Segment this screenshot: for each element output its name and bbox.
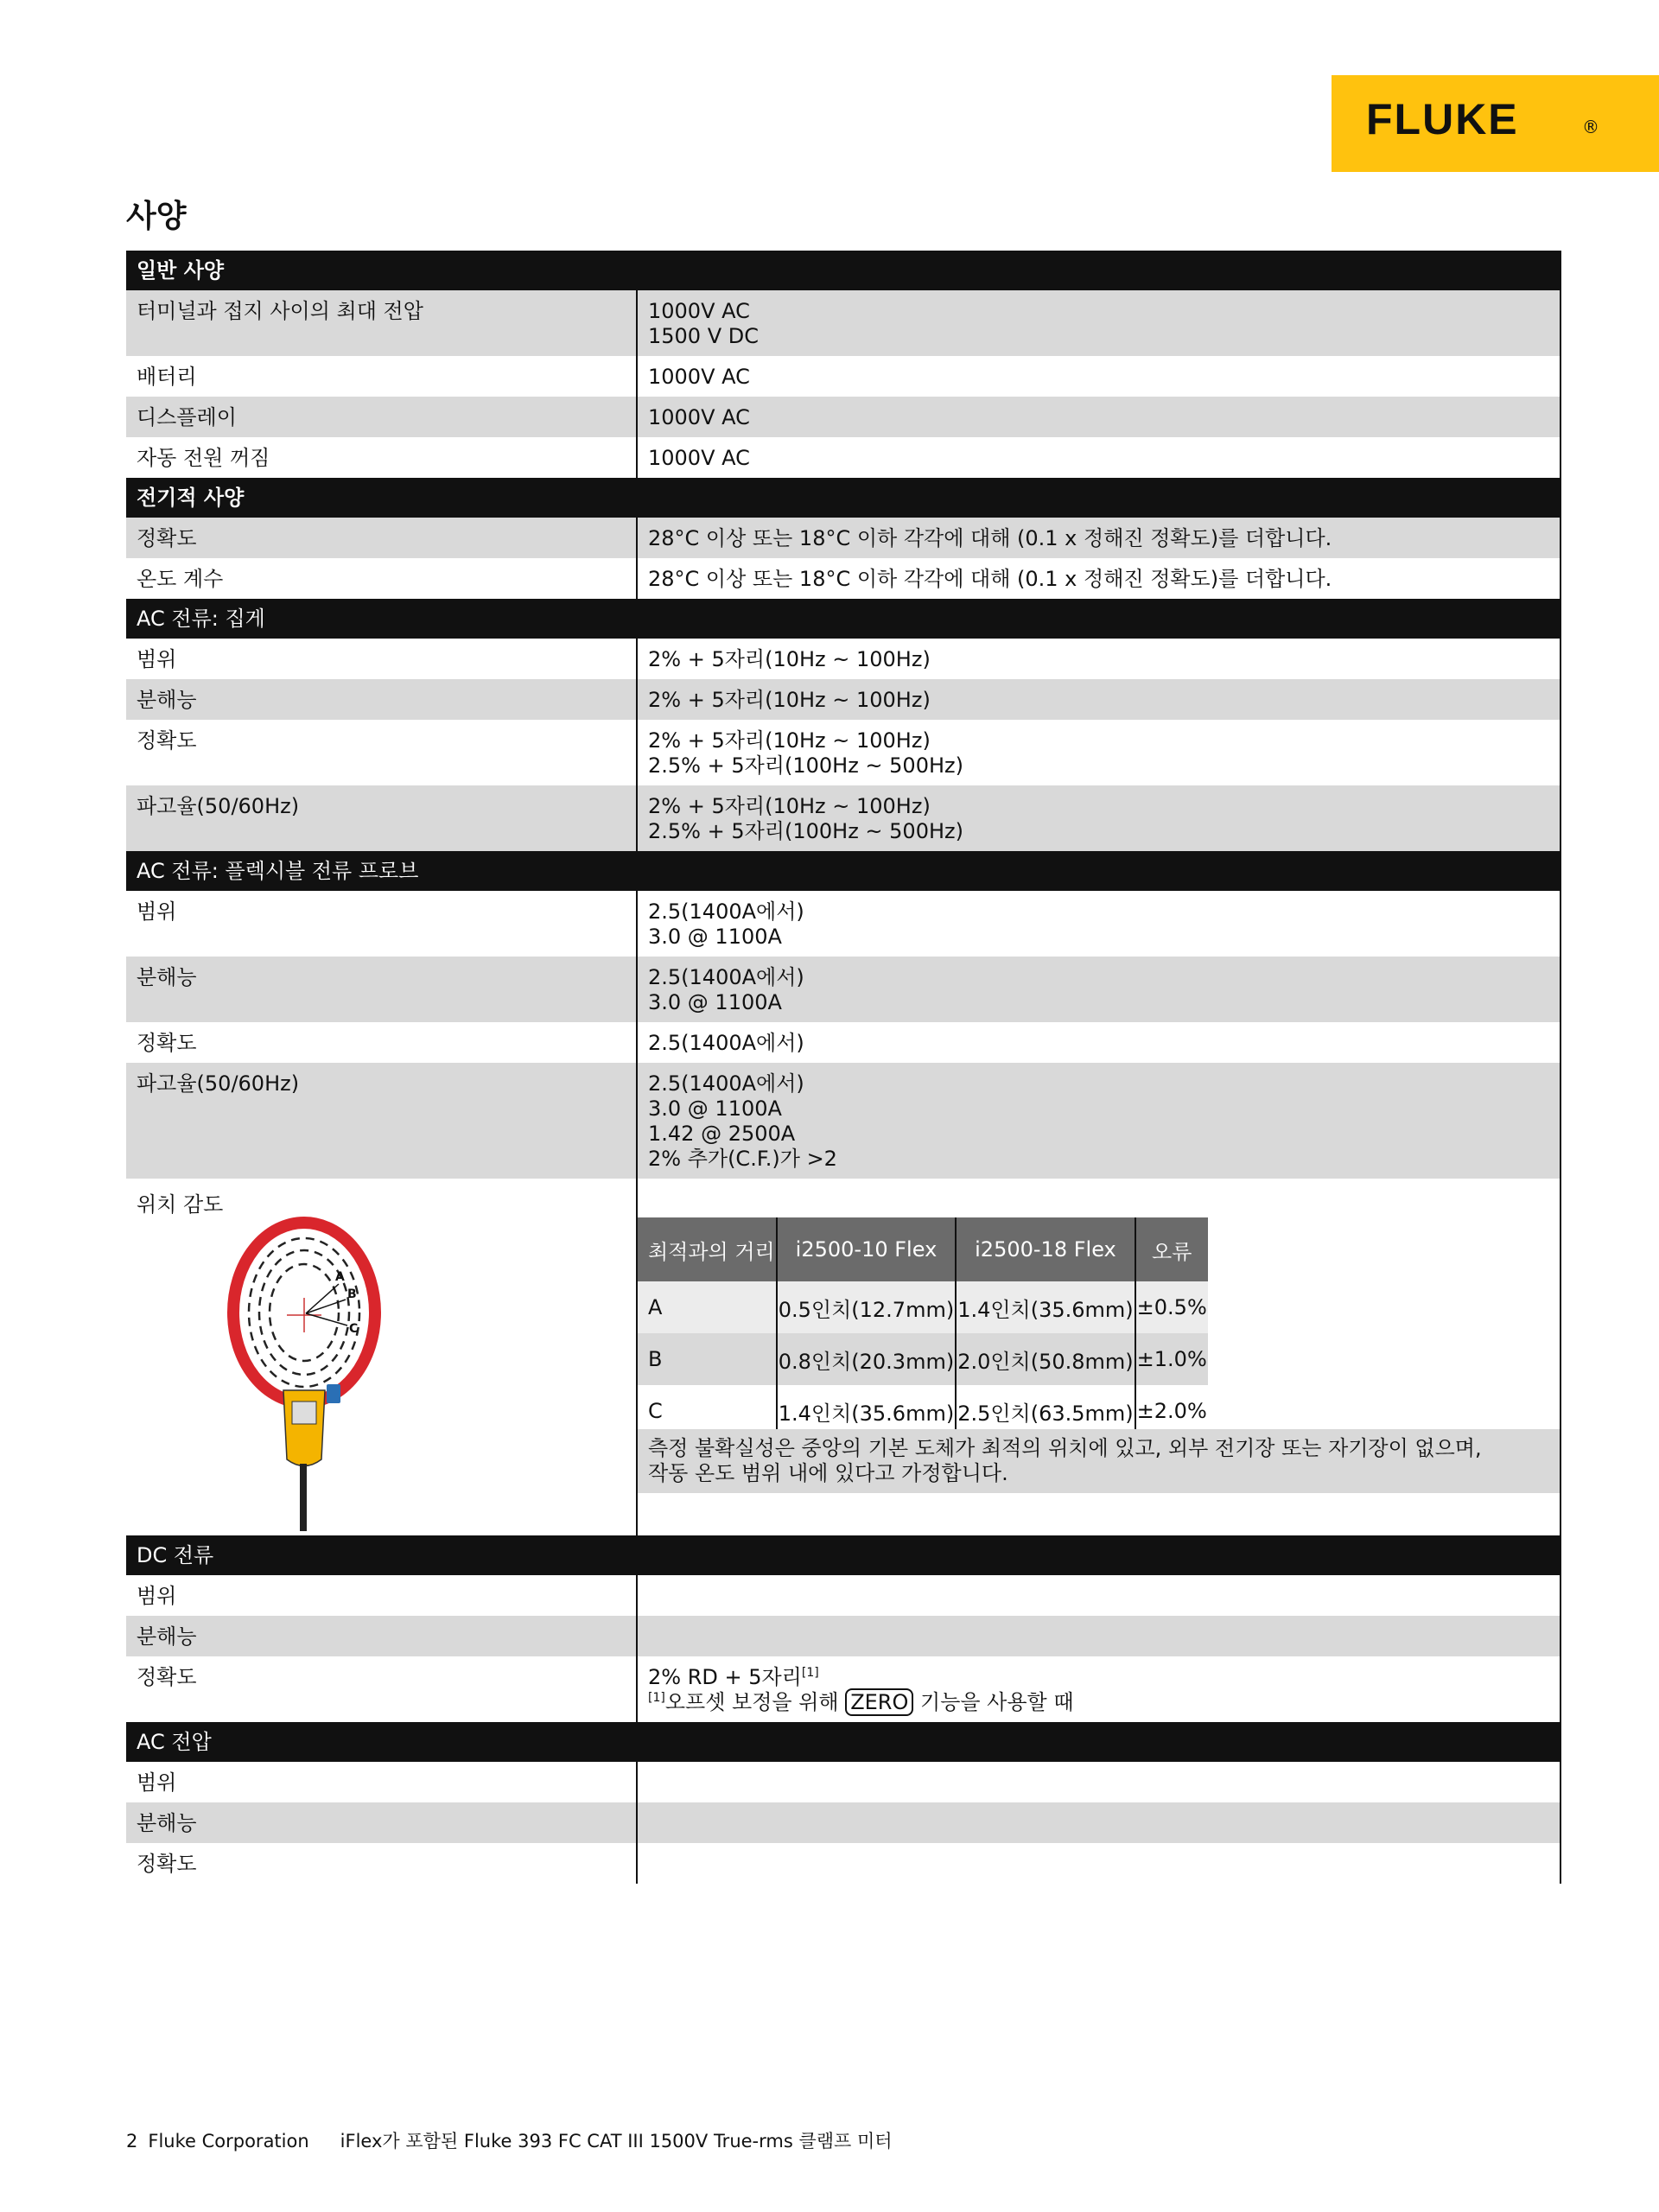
section-title: DC 전류 (137, 1542, 214, 1567)
footnote-mark: [1] (801, 1666, 819, 1680)
spec-value-line: 2% 추가(C.F.)가 >2 (648, 1147, 837, 1171)
spec-value (638, 1802, 1560, 1843)
position-table-header-cell: i2500-10 Flex (777, 1217, 956, 1281)
spec-value-line: 1000V AC (648, 405, 750, 429)
spec-label: 정확도 (126, 1843, 638, 1884)
arrow-a (306, 1284, 339, 1313)
section-title: 일반 사양 (137, 257, 225, 283)
section-title: 전기적 사양 (137, 485, 245, 510)
spec-label: 온도 계수 (126, 558, 638, 599)
footnote-mark: [1] (648, 1691, 665, 1705)
spec-value-line: 1000V AC (648, 365, 750, 389)
fluke-logo (1332, 75, 1659, 172)
spec-value-line: 2.5(1400A에서) (648, 899, 804, 924)
position-note (638, 1429, 1560, 1493)
probe-letter: B (347, 1287, 357, 1301)
spec-value-line: 1.42 @ 2500A (648, 1122, 796, 1146)
spec-row (126, 1616, 1560, 1656)
spec-label: 분해능 (126, 1616, 638, 1656)
position-table-cell: ±0.5% (1135, 1281, 1208, 1333)
spec-value (638, 720, 1560, 785)
spec-value-line: 2% + 5자리(10Hz ~ 100Hz) (648, 688, 931, 712)
logo-registered-mark: ® (1582, 117, 1599, 137)
spec-value-line: 3.0 @ 1100A (648, 1096, 782, 1121)
spec-label: 터미널과 접지 사이의 최대 전압 (126, 290, 638, 356)
spec-value (638, 290, 1560, 356)
section-header-general (126, 251, 1560, 290)
footer-title: iFlex가 포함된 Fluke 393 FC CAT III 1500V True-rms 클램프 미터 (340, 2131, 893, 2152)
spec-label: 디스플레이 (126, 397, 638, 437)
spec-row (126, 639, 1560, 679)
spec-value-line: 3.0 @ 1100A (648, 925, 782, 949)
footer-company: Fluke Corporation (148, 2131, 309, 2152)
spec-label: 정확도 (126, 518, 638, 558)
position-note-line: 측정 불확실성은 중앙의 기본 도체가 최적의 위치에 있고, 외부 전기장 또는 자기장이 없으며, (648, 1436, 1482, 1460)
spec-label: 분해능 (126, 1802, 638, 1843)
spec-value-line: 1500 V DC (648, 324, 759, 348)
spec-row (126, 558, 1560, 599)
arrow-c (306, 1313, 347, 1325)
position-table-cell: 1.4인치(35.6mm) (956, 1281, 1135, 1333)
arrow-b (306, 1300, 346, 1313)
spec-label: 범위 (126, 1575, 638, 1616)
position-table-cell: C (638, 1385, 777, 1437)
spec-label: 분해능 (126, 957, 638, 1022)
spec-value-line: 2.5% + 5자리(100Hz ~ 500Hz) (648, 819, 963, 843)
flex-probe-illustration (209, 1213, 399, 1533)
position-table-cell: ±1.0% (1135, 1333, 1208, 1385)
section-title: AC 전압 (137, 1729, 212, 1754)
spec-row (126, 356, 1560, 397)
spec-value-line: 2% + 5자리(10Hz ~ 100Hz) (648, 794, 931, 818)
logo-brand: FLUKE (1366, 95, 1519, 143)
probe-label-plate (292, 1402, 316, 1424)
spec-label: 배터리 (126, 356, 638, 397)
spec-value (638, 785, 1560, 851)
position-sensitivity-row (126, 1179, 1560, 1535)
section-header-electrical (126, 478, 1560, 518)
spec-row (126, 437, 1560, 478)
spec-row (126, 1843, 1560, 1884)
position-sensitivity-table (638, 1217, 1208, 1437)
spec-row (126, 1802, 1560, 1843)
spec-value (638, 891, 1560, 957)
spec-value (638, 1843, 1560, 1884)
position-table-header-cell: 최적과의 거리 (638, 1217, 777, 1281)
spec-value-line: 2.5% + 5자리(100Hz ~ 500Hz) (648, 753, 963, 778)
spec-value (638, 437, 1560, 478)
position-table-cell: ±2.0% (1135, 1385, 1208, 1437)
spec-value-line: 2% + 5자리(10Hz ~ 100Hz) (648, 647, 931, 671)
spec-label: 정확도 (126, 1656, 638, 1722)
position-sensitivity-label: 위치 감도 (137, 1192, 224, 1217)
probe-connector (327, 1384, 340, 1403)
spec-row (126, 1575, 1560, 1616)
spec-row (126, 679, 1560, 720)
spec-value (638, 1063, 1560, 1179)
spec-label: 범위 (126, 639, 638, 679)
position-table-cell: 0.8인치(20.3mm) (777, 1333, 956, 1385)
spec-row (126, 957, 1560, 1022)
position-table-header-cell: i2500-18 Flex (956, 1217, 1135, 1281)
dc-footnote-line (648, 1690, 1549, 1715)
spec-label: 정확도 (126, 1022, 638, 1063)
spec-row (126, 397, 1560, 437)
spec-label: 범위 (126, 1762, 638, 1802)
spec-value (638, 558, 1560, 599)
spec-label: 범위 (126, 891, 638, 957)
footnote-suffix: 기능을 사용할 때 (913, 1690, 1074, 1714)
position-note-line: 작동 온도 범위 내에 있다고 가정합니다. (648, 1461, 1008, 1485)
spec-value (638, 1616, 1560, 1656)
spec-value-line: 2.5(1400A에서) (648, 1071, 804, 1096)
spec-value (638, 518, 1560, 558)
position-table-cell: A (638, 1281, 777, 1333)
position-table-cell (638, 1179, 1560, 1535)
spec-value-line: 1000V AC (648, 446, 750, 470)
section-header-ac-flex (126, 851, 1560, 891)
spec-label: 정확도 (126, 720, 638, 785)
spec-label: 파고율(50/60Hz) (126, 1063, 638, 1179)
dc-accuracy-text: 2% RD + 5자리 (648, 1665, 802, 1689)
spec-value-line: 2% + 5자리(10Hz ~ 100Hz) (648, 728, 931, 753)
dc-accuracy-line (648, 1665, 1549, 1690)
spec-label: 자동 전원 꺼짐 (126, 437, 638, 478)
spec-value (638, 957, 1560, 1022)
spec-table (126, 251, 1561, 1884)
spec-row (126, 891, 1560, 957)
spec-row (126, 1762, 1560, 1802)
position-table-row (638, 1333, 1208, 1385)
spec-value-line: 2.5(1400A에서) (648, 1031, 804, 1055)
position-sensitivity-cell (126, 1179, 638, 1535)
spec-value-line: 3.0 @ 1100A (648, 990, 782, 1014)
spec-label: 파고율(50/60Hz) (126, 785, 638, 851)
spec-value (638, 397, 1560, 437)
position-table-cell: B (638, 1333, 777, 1385)
spec-value-line: 2.5(1400A에서) (648, 965, 804, 989)
position-table-cell: 1.4인치(35.6mm) (777, 1385, 956, 1437)
spec-value-line: 28°C 이상 또는 18°C 이하 각각에 대해 (0.1 x 정해진 정확도)를 더합니다. (648, 567, 1332, 591)
position-table-header-cell: 오류 (1135, 1217, 1208, 1281)
spec-row (126, 785, 1560, 851)
spec-value (638, 639, 1560, 679)
section-header-acv (126, 1722, 1560, 1762)
spec-row (126, 518, 1560, 558)
footer (126, 2127, 924, 2153)
probe-cable (300, 1464, 307, 1531)
spec-value (638, 1762, 1560, 1802)
spec-row (126, 720, 1560, 785)
spec-label: 분해능 (126, 679, 638, 720)
probe-letter: A (335, 1270, 345, 1284)
position-table-cell: 0.5인치(12.7mm) (777, 1281, 956, 1333)
zero-button-glyph: ZERO (845, 1688, 913, 1716)
section-header-ac-jaw (126, 599, 1560, 639)
section-title: AC 전류: 플렉시블 전류 프로브 (137, 858, 419, 883)
footer-page-number: 2 (126, 2131, 138, 2152)
spec-value (638, 1656, 1560, 1722)
section-header-dc (126, 1535, 1560, 1575)
spec-row (126, 290, 1560, 356)
spec-row (126, 1022, 1560, 1063)
spec-value (638, 679, 1560, 720)
page-title: 사양 (126, 199, 187, 234)
probe-letter: C (349, 1322, 359, 1336)
spec-value-line: 28°C 이상 또는 18°C 이하 각각에 대해 (0.1 x 정해진 정확도)를 더합니다. (648, 526, 1332, 550)
spec-value (638, 356, 1560, 397)
spec-value (638, 1022, 1560, 1063)
spec-row-dc-accuracy (126, 1656, 1560, 1722)
spec-value (638, 1575, 1560, 1616)
position-table-row (638, 1281, 1208, 1333)
position-table-header (638, 1217, 1208, 1281)
spec-row (126, 1063, 1560, 1179)
position-table-cell: 2.5인치(63.5mm) (956, 1385, 1135, 1437)
spec-value-line: 1000V AC (648, 299, 750, 323)
footnote-prefix: 오프셋 보정을 위해 (664, 1690, 846, 1714)
section-title: AC 전류: 집게 (137, 606, 265, 631)
position-table-cell: 2.0인치(50.8mm) (956, 1333, 1135, 1385)
